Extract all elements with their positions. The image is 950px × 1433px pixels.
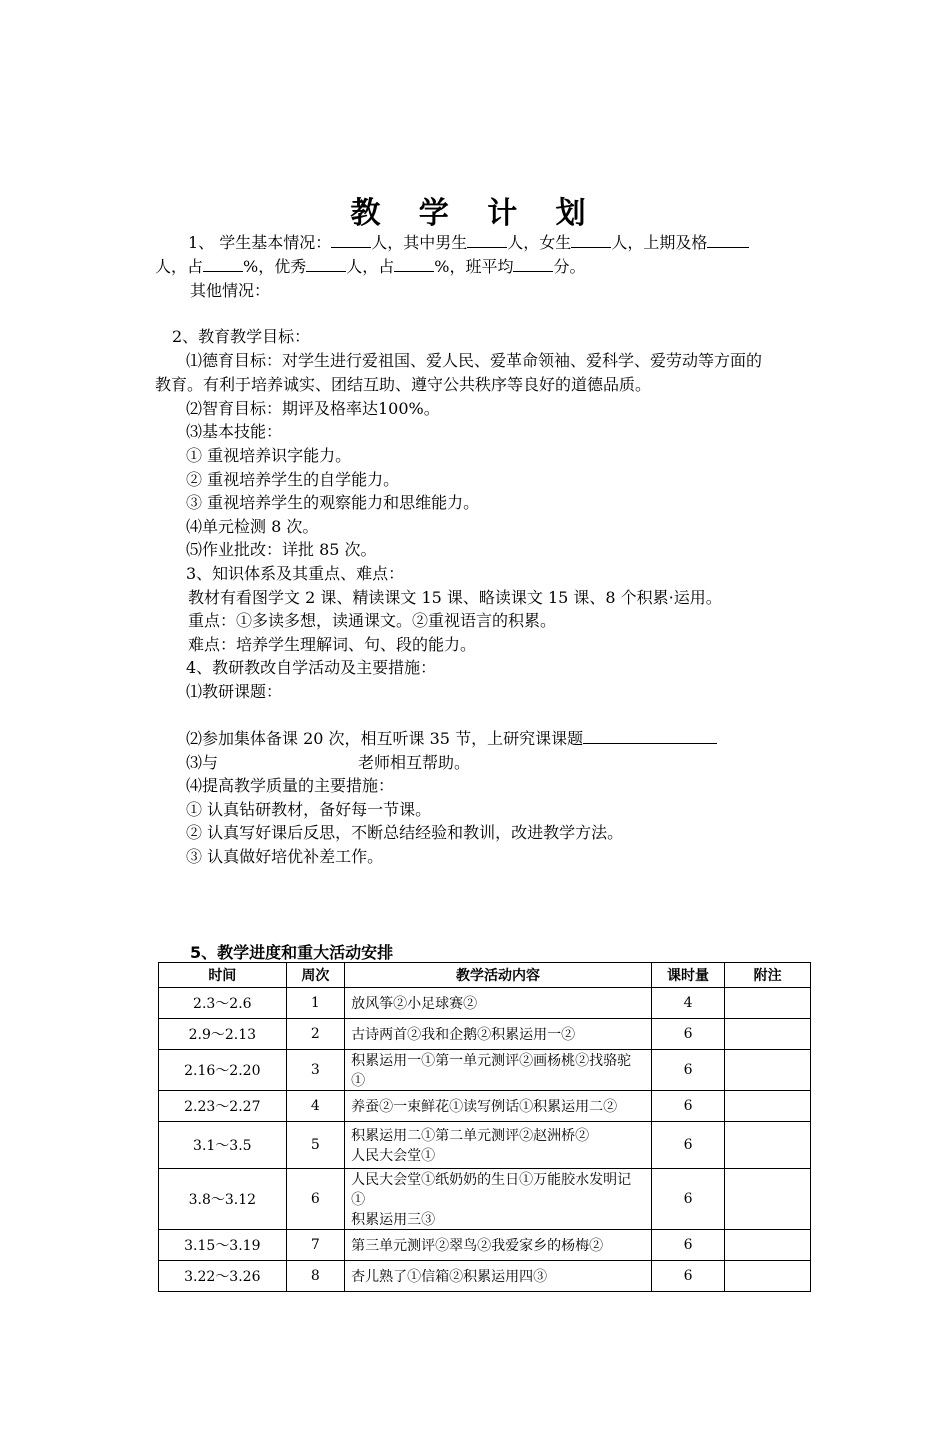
cell-time: 2.3～2.6 (159, 988, 287, 1019)
mutual-help-suffix: 老师相互帮助。 (358, 753, 471, 772)
moral-goal-line-1: ⑴德育目标：对学生进行爱祖国、爱人民、爱革命领袖、爱科学、爱劳动等方面的 (186, 351, 763, 370)
cell-note (725, 1261, 811, 1292)
cell-time: 2.23～2.27 (159, 1091, 287, 1122)
research-topic: ⑴教研课题： (186, 682, 283, 701)
unit-tests: ⑷单元检测 8 次。 (186, 517, 319, 536)
cell-time: 2.9～2.13 (159, 1019, 287, 1050)
cell-hours: 6 (651, 1122, 724, 1169)
cell-content-line: 放风筝②小足球赛② (351, 996, 478, 1012)
cell-note (725, 1230, 811, 1261)
cell-hours: 6 (651, 1019, 724, 1050)
cell-content-line: 养蚕②一束鲜花①读写例话①积累运用二② (351, 1099, 618, 1115)
cell-content-line: 人民大会堂①纸奶奶的生日①万能胶水发明记① (351, 1172, 632, 1208)
table-row (159, 1019, 811, 1050)
other-info: 其他情况： (190, 281, 271, 300)
skills-heading: ⑶基本技能： (186, 422, 283, 441)
basic-info-line-2 (155, 256, 585, 278)
cell-content (345, 1261, 652, 1292)
table-row (159, 1091, 811, 1122)
table-row (159, 988, 811, 1019)
measure-item-2: ② 认真写好课后反思，不断总结经验和教训，改进教学方法。 (186, 823, 624, 842)
cell-week: 7 (286, 1230, 344, 1261)
goals-heading: 2、教育教学目标： (172, 327, 311, 346)
blank-boys (467, 233, 507, 248)
cell-content (345, 1019, 652, 1050)
blank-girls (571, 233, 611, 248)
cell-hours: 6 (651, 1169, 724, 1230)
header-hours: 课时量 (651, 963, 724, 988)
skill-item-3: ③ 重视培养学生的观察能力和思维能力。 (186, 493, 480, 512)
cell-week: 2 (286, 1019, 344, 1050)
basic-info-percent-label: 人，占 (155, 257, 204, 276)
table-row (159, 1122, 811, 1169)
homework-grading: ⑸作业批改：详批 85 次。 (186, 540, 377, 559)
cell-content-line: 杏儿熟了①信箱②积累运用四③ (351, 1269, 548, 1285)
basic-info-line-1 (188, 232, 749, 254)
cell-time: 2.16～2.20 (159, 1050, 287, 1091)
measure-item-1: ① 认真钻研教材，备好每一节课。 (186, 800, 432, 819)
blank-excellent-percent (394, 257, 434, 272)
basic-info-pass-label: 人，上期及格 (611, 233, 708, 252)
difficult-points: 难点：培养学生理解词、句、段的能力。 (188, 635, 477, 654)
mutual-help (186, 752, 470, 774)
cell-content (345, 988, 652, 1019)
key-points: 重点：①多读多想，读通课文。②重视语言的积累。 (188, 611, 557, 630)
moral-goal-line-2: 教育。有利于培养诚实、团结互助、遵守公共秩序等良好的道德品质。 (155, 375, 652, 394)
header-content: 教学活动内容 (345, 963, 652, 988)
cell-hours: 6 (651, 1050, 724, 1091)
lesson-prep (186, 728, 717, 750)
cell-note (725, 988, 811, 1019)
cell-content (345, 1169, 652, 1230)
cell-note (725, 1050, 811, 1091)
basic-info-label: 1、 学生基本情况： (188, 233, 332, 252)
cell-content-line: 积累运用三③ (351, 1212, 436, 1228)
blank-total (331, 233, 371, 248)
lesson-prep-text: ⑵参加集体备课 20 次，相互听课 35 节，上研究课课题 (186, 729, 584, 748)
schedule-table (158, 962, 811, 1292)
basic-info-girls-label: 人，女生 (507, 233, 572, 252)
cell-content (345, 1230, 652, 1261)
cell-content (345, 1091, 652, 1122)
schedule-heading: 5、教学进度和重大活动安排 (190, 943, 394, 962)
cell-time: 3.1～3.5 (159, 1122, 287, 1169)
basic-info-boys-label: 人，其中男生 (371, 233, 468, 252)
cell-week: 5 (286, 1122, 344, 1169)
table-row (159, 1261, 811, 1292)
cell-content-line: 积累运用一①第一单元测评②画杨桃②找骆驼① (351, 1053, 632, 1089)
cell-note (725, 1091, 811, 1122)
blank-research-topic (583, 729, 717, 744)
cell-hours: 6 (651, 1230, 724, 1261)
cell-content-line: 古诗两首②我和企鹅②积累运用一② (351, 1027, 576, 1043)
header-note: 附注 (725, 963, 811, 988)
cell-content-line: 积累运用二①第二单元测评②赵洲桥② (351, 1128, 590, 1144)
table-row (159, 1169, 811, 1230)
research-heading: 4、教研教改自学活动及主要措施： (186, 658, 437, 677)
basic-info-points-label: 分。 (553, 257, 586, 276)
header-week: 周次 (286, 963, 344, 988)
basic-info-excellent-percent-label: 人，占 (346, 257, 395, 276)
cell-hours: 4 (651, 988, 724, 1019)
table-row (159, 1050, 811, 1091)
basic-info-excellent-label: %，优秀 (243, 257, 307, 276)
cell-week: 3 (286, 1050, 344, 1091)
intellect-goal: ⑵智育目标：期评及格率达100%。 (186, 399, 440, 418)
page-title: 教 学 计 划 (350, 196, 600, 231)
cell-time: 3.8～3.12 (159, 1169, 287, 1230)
cell-week: 1 (286, 988, 344, 1019)
cell-week: 6 (286, 1169, 344, 1230)
cell-content (345, 1050, 652, 1091)
cell-week: 4 (286, 1091, 344, 1122)
measure-item-3: ③ 认真做好培优补差工作。 (186, 847, 384, 866)
basic-info-average-label: %，班平均 (434, 257, 514, 276)
blank-pass (707, 233, 749, 248)
cell-content (345, 1122, 652, 1169)
cell-note (725, 1169, 811, 1230)
table-row (159, 1230, 811, 1261)
schedule-header-row (159, 963, 811, 988)
cell-content-line: 人民大会堂① (351, 1148, 436, 1164)
mutual-help-prefix: ⑶与 (186, 753, 219, 772)
cell-week: 8 (286, 1261, 344, 1292)
material-summary: 教材有看图学文 2 课、精读课文 15 课、略读课文 15 课、8 个积累·运用。 (188, 588, 722, 607)
measures-heading: ⑷提高教学质量的主要措施： (186, 776, 395, 795)
cell-note (725, 1019, 811, 1050)
knowledge-heading: 3、知识体系及其重点、难点： (186, 564, 405, 583)
skill-item-1: ① 重视培养识字能力。 (186, 446, 352, 465)
cell-time: 3.15～3.19 (159, 1230, 287, 1261)
cell-hours: 6 (651, 1261, 724, 1292)
cell-hours: 6 (651, 1091, 724, 1122)
cell-note (725, 1122, 811, 1169)
blank-excellent (306, 257, 346, 272)
cell-content-line: 第三单元测评②翠鸟②我爱家乡的杨梅② (351, 1238, 604, 1254)
header-time: 时间 (159, 963, 287, 988)
skill-item-2: ② 重视培养学生的自学能力。 (186, 470, 400, 489)
cell-time: 3.22～3.26 (159, 1261, 287, 1292)
blank-pass-percent (203, 257, 243, 272)
blank-average (513, 257, 553, 272)
